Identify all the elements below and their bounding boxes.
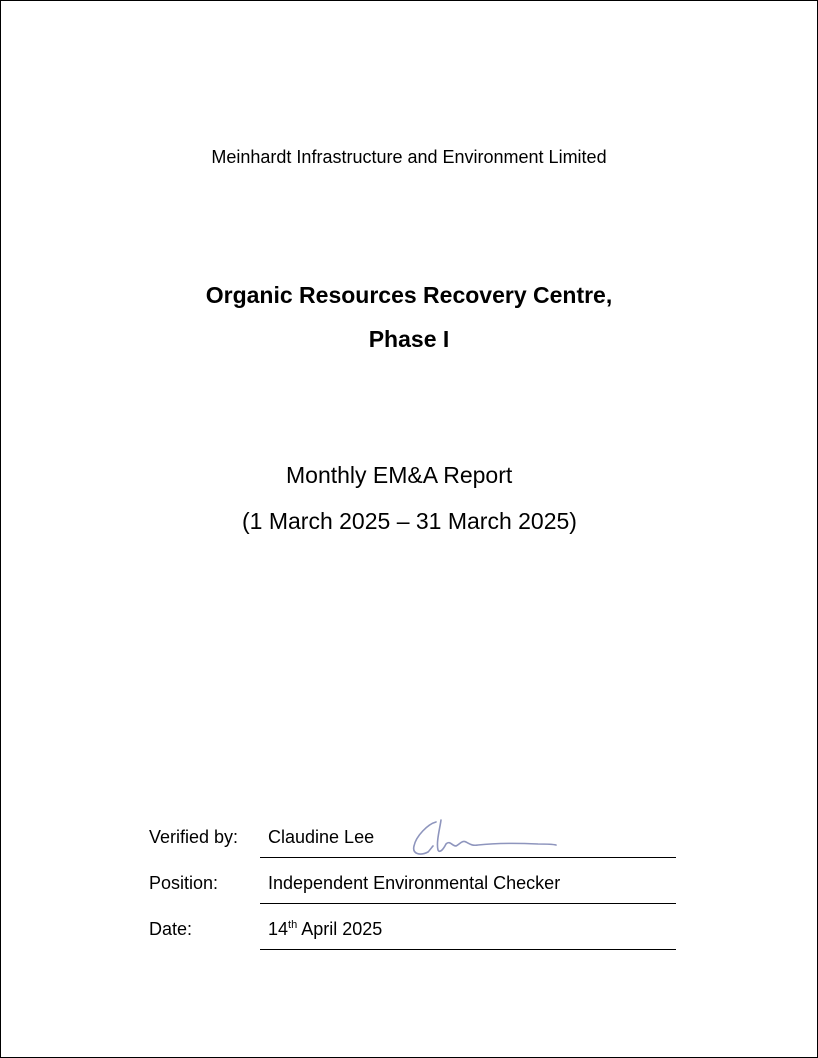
- verified-by-value: Claudine Lee: [268, 827, 375, 847]
- report-period: (1 March 2025 – 31 March 2025): [242, 508, 577, 534]
- date-day: 14: [268, 919, 289, 939]
- date-row: [0, 916, 818, 962]
- project-title-line-2: Phase I: [368, 326, 450, 352]
- date-suffix: th: [288, 919, 298, 931]
- company-name: Meinhardt Infrastructure and Environment Limited: [211, 147, 607, 167]
- report-title: Monthly EM&A Report: [286, 462, 513, 488]
- signature-icon: [406, 816, 566, 860]
- date-underline: [260, 949, 676, 950]
- position-value: Independent Environmental Checker: [268, 873, 561, 893]
- date-rest: April 2025: [297, 919, 383, 939]
- position-row: [0, 870, 818, 916]
- position-label: Position:: [149, 873, 219, 893]
- date-value: [268, 919, 382, 940]
- date-label: Date:: [149, 919, 193, 939]
- verified-by-label: Verified by:: [149, 827, 239, 847]
- project-title-line-1: Organic Resources Recovery Centre,: [205, 282, 613, 308]
- position-underline: [260, 903, 676, 904]
